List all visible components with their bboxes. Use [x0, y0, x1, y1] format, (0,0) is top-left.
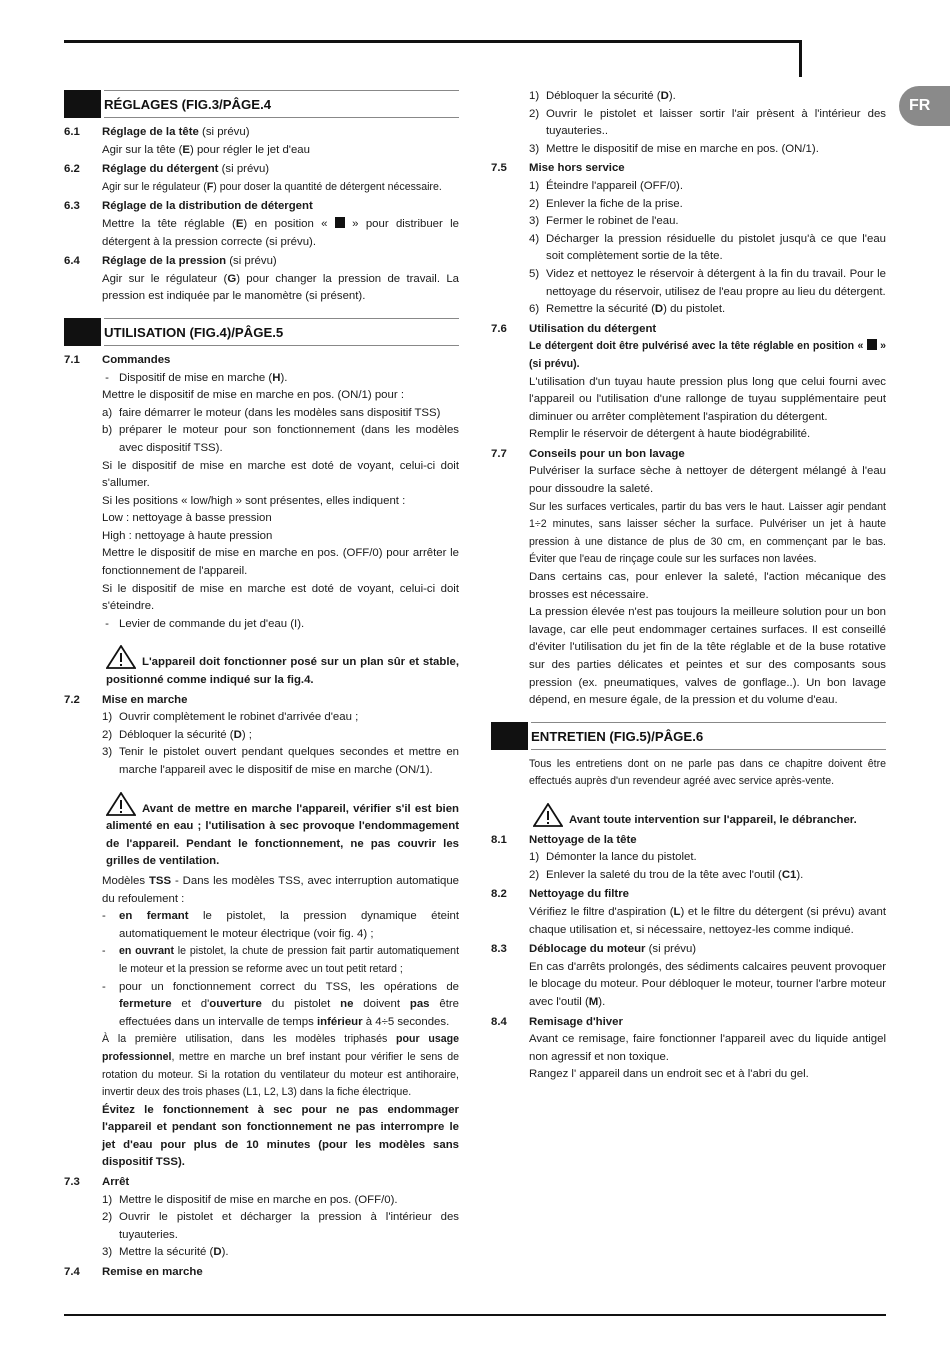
list-item: 1) Débloquer la sécurité (D).: [529, 90, 676, 102]
subsection-6-3: 6.3 Réglage de la distribution de détergent: [64, 200, 313, 213]
paragraph: Remplir le réservoir de détergent à haute biodégrabilité.: [529, 428, 811, 441]
subsection-8-1: 8.1 Nettoyage de la tête: [491, 833, 637, 846]
paragraph: Vérifiez le filtre d'aspiration (L) et le filtre du détergent (si prévu) avant chaque utilisation et, si nécessaire, nettoyez-les comme indiqué.: [529, 905, 886, 936]
section-title: ENTRETIEN (FIG.5)/PÂGE.6: [531, 722, 886, 750]
list-item: 2) Ouvrir le pistolet et décharger la pression à l'intérieur des tuyauteries.: [102, 1211, 459, 1241]
paragraph: Pulvériser la surface sèche à nettoyer de détergent mélangé à l'eau pour dissoudre la saleté.: [529, 465, 886, 496]
paragraph: Mettre la tête réglable (E) en position « » pour distribuer le détergent à la pression correcte (si prévu).: [102, 217, 459, 248]
paragraph: En cas d'arrêts prolongés, des sédiments calcaires peuvent provoquer le blocage du moteur. Pour débloquer le moteur, tourner l'arbre moteur avec l'outil (M).: [529, 960, 886, 1008]
list-item: 2) Enlever la saleté du trou de la tête avec l'outil (C1).: [529, 868, 804, 881]
paragraph: Agir sur le régulateur (F) pour doser la quantité de détergent nécessaire.: [102, 180, 442, 193]
section-header-6: [64, 90, 459, 118]
warning-note: Avant de mettre en marche l'appareil, vérifier s'il est bien alimenté en eau ; l'utilisation à sec provoque l'endommagement de l'appareil. Pendant le fonctionnement, ne pas couvrir les grilles de ventilation.: [106, 792, 459, 871]
warning-icon: [533, 803, 563, 827]
paragraph: La pression élevée n'est pas toujours la meilleure solution pour un bon lavage, car elle peut endommager certaines surfaces. Il est conseillé d'éviter l'utilisation du jet fin de la tête réglable et de la buse rotative sur des parties délicates et peintes et sur des composants sous pression (ex. pneumatiques, valves de gonflage..). Un bon lavage dépend, en mesure égale, de la pression et du volume d'eau.: [529, 606, 886, 707]
paragraph: Le détergent doit être pulvérisé avec la tête réglable en position « » (si prévu).: [529, 340, 886, 370]
left-column: [64, 88, 459, 1282]
bottom-rule: [64, 1314, 886, 1316]
subsection-7-5: 7.5 Mise hors service: [491, 162, 625, 175]
warning-icon: [106, 645, 136, 669]
list-item: a) faire démarrer le moteur (dans les modèles sans dispositif TSS): [102, 406, 441, 419]
list-item: - en ouvrant le pistolet, la chute de pression fait partir automatiquement le moteur et la pression se reforme avec un tout petit retard ;: [102, 945, 460, 975]
subsection-7-6: 7.6 Utilisation du détergent: [491, 322, 657, 335]
list-item: b) préparer le moteur pour son fonctionnement (dans les modèles avec dispositif TSS).: [102, 424, 459, 454]
paragraph: Sur les surfaces verticales, partir du bas vers le haut. Laisser agir pendant 1÷2 minutes, sans laisser sécher la surface. Pulvériser un jet à haute pression à une distance de plus de 30 cm, en commençant par le bas. Éviter que l'eau de rinçage coule sur les surfaces non lavées.: [529, 500, 886, 566]
list-item: 6) Remettre la sécurité (D) du pistolet.: [529, 303, 726, 316]
paragraph: High : nettoyage à haute pression: [102, 529, 273, 542]
language-badge: FR: [899, 86, 950, 126]
paragraph: Mettre le dispositif de mise en marche en pos. (ON/1) pour :: [102, 389, 404, 402]
top-rule-tick: [799, 40, 802, 77]
warning-icon: [106, 792, 136, 816]
detergent-position-icon: [867, 339, 877, 350]
subsection-7-7: 7.7 Conseils pour un bon lavage: [491, 447, 685, 460]
list-item: 2) Débloquer la sécurité (D) ;: [102, 728, 252, 741]
subsection-8-4: 8.4 Remisage d'hiver: [491, 1015, 623, 1028]
paragraph: Tous les entretiens dont on ne parle pas dans ce chapitre doivent être effectués auprès d'un revendeur agréé avec service après-vente.: [529, 757, 886, 788]
section-header-7: [64, 318, 459, 346]
section-header-8: [491, 722, 886, 750]
subsection-7-2: 7.2 Mise en marche: [64, 693, 188, 706]
paragraph: Évitez le fonctionnement à sec pour ne pas endommager l'appareil et pendant son fonctionnement ne pas interrompre le jet d'eau pour plus de 10 minutes (pour les modèles sans dispositif TSS).: [102, 1103, 459, 1169]
top-rule: [64, 40, 802, 43]
paragraph: L'utilisation d'un tuyau haute pression plus long que celui fourni avec l'appareil ou l'utilisation d'une rallonge de tuyau supplémentaire peut diminuer ou arrêter complètement l'aspiration du détergent.: [529, 375, 886, 423]
warning-note: Avant toute intervention sur l'appareil, le débrancher.: [533, 803, 886, 830]
list-item: - en fermant le pistolet, la pression dynamique éteint automatiquement le moteur électrique (voir fig. 4) ;: [102, 910, 459, 940]
section-title: UTILISATION (FIG.4)/PÂGE.5: [104, 318, 459, 346]
paragraph: Dans certains cas, pour enlever la saleté, l'action mécanique des brosses est nécessaire.: [529, 571, 886, 601]
subsection-8-2: 8.2 Nettoyage du filtre: [491, 888, 629, 901]
paragraph: Low : nettoyage à basse pression: [102, 512, 272, 525]
paragraph: Rangez l' appareil dans un endroit sec et à l'abri du gel.: [529, 1068, 809, 1081]
list-item: 5) Videz et nettoyez le réservoir à détergent à la fin du travail. Pour le nettoyage du réservoir, utilisez de l'eau propre au lieu du détergent.: [529, 267, 886, 298]
right-column: [491, 88, 886, 1084]
section-title: RÉGLAGES (FIG.3/PÂGE.4: [104, 90, 459, 118]
subsection-7-4: 7.4 Remise en marche: [64, 1266, 203, 1279]
list-item: - Levier de commande du jet d'eau (I).: [102, 617, 305, 630]
list-item: 3) Fermer le robinet de l'eau.: [529, 215, 679, 228]
list-item: 4) Décharger la pression résiduelle du pistolet jusqu'à ce que l'eau soit complètement sortie de la tête.: [529, 232, 886, 263]
detergent-position-icon: [335, 217, 345, 228]
paragraph: Agir sur la tête (E) pour régler le jet d'eau: [102, 143, 310, 156]
paragraph: Avant ce remisage, faire fonctionner l'appareil avec du liquide antigel non agressif et non toxique.: [529, 1033, 886, 1063]
list-item: 1) Mettre le dispositif de mise en marche en pos. (OFF/0).: [102, 1193, 398, 1206]
list-item: - Dispositif de mise en marche (H).: [102, 371, 288, 384]
list-item: 3) Mettre le dispositif de mise en marche en pos. (ON/1).: [529, 142, 819, 155]
paragraph: Mettre le dispositif de mise en marche en pos. (OFF/0) pour arrêter le fonctionnement de l'appareil.: [102, 547, 459, 578]
paragraph: Si les positions « low/high » sont présentes, elles indiquent :: [102, 494, 406, 507]
list-item: - pour un fonctionnement correct du TSS, les opérations de fermeture et d'ouverture du pistolet ne doivent pas être effectuées dans un intervalle de temps inférieur à 4÷5 secondes.: [102, 980, 459, 1028]
paragraph: Si le dispositif de mise en marche est doté de voyant, celui-ci doit s'allumer.: [102, 459, 459, 490]
warning-note: L'appareil doit fonctionner posé sur un plan sûr et stable, positionné comme indiqué sur la fig.4.: [106, 645, 459, 689]
list-item: 3) Tenir le pistolet ouvert pendant quelques secondes et mettre en marche l'appareil avec le dispositif de mise en marche (ON/1).: [102, 746, 459, 776]
paragraph: Modèles TSS - Dans les modèles TSS, avec interruption automatique du refoulement :: [102, 874, 459, 905]
paragraph: Agir sur le régulateur (G) pour changer la pression de travail. La pression est indiquée par le manomètre (si présent).: [102, 272, 459, 303]
list-item: 1) Démonter la lance du pistolet.: [529, 851, 697, 864]
list-item: 1) Éteindre l'appareil (OFF/0).: [529, 179, 684, 192]
subsection-7-1: 7.1 Commandes: [64, 353, 171, 366]
list-item: 2) Ouvrir le pistolet et laisser sortir l'air prèsent à l'intérieur des tuyauteries..: [529, 107, 886, 138]
paragraph: À la première utilisation, dans les modèles triphasés pour usage professionnel, mettre en marche un bref instant pour vérifier le sens de rotation du moteur. Si la rotation du ventilateur du moteur est antihoraire, invertir deux des trois phases (L1, L2, L3) dans la fiche électrique.: [102, 1033, 459, 1099]
paragraph: Si le dispositif de mise en marche est doté de voyant, celui-ci doit s'éteindre.: [102, 582, 459, 613]
subsection-6-1: 6.1 Réglage de la tête (si prévu): [64, 126, 250, 138]
list-item: 3) Mettre la sécurité (D).: [102, 1246, 229, 1259]
subsection-6-4: 6.4 Réglage de la pression (si prévu): [64, 255, 277, 268]
subsection-8-3: 8.3 Déblocage du moteur (si prévu): [491, 943, 697, 956]
list-item: 1) Ouvrir complètement le robinet d'arrivée d'eau ;: [102, 711, 359, 724]
subsection-7-3: 7.3 Arrêt: [64, 1176, 130, 1189]
list-item: 2) Enlever la fiche de la prise.: [529, 197, 683, 210]
subsection-6-2: 6.2 Réglage du détergent (si prévu): [64, 163, 270, 176]
